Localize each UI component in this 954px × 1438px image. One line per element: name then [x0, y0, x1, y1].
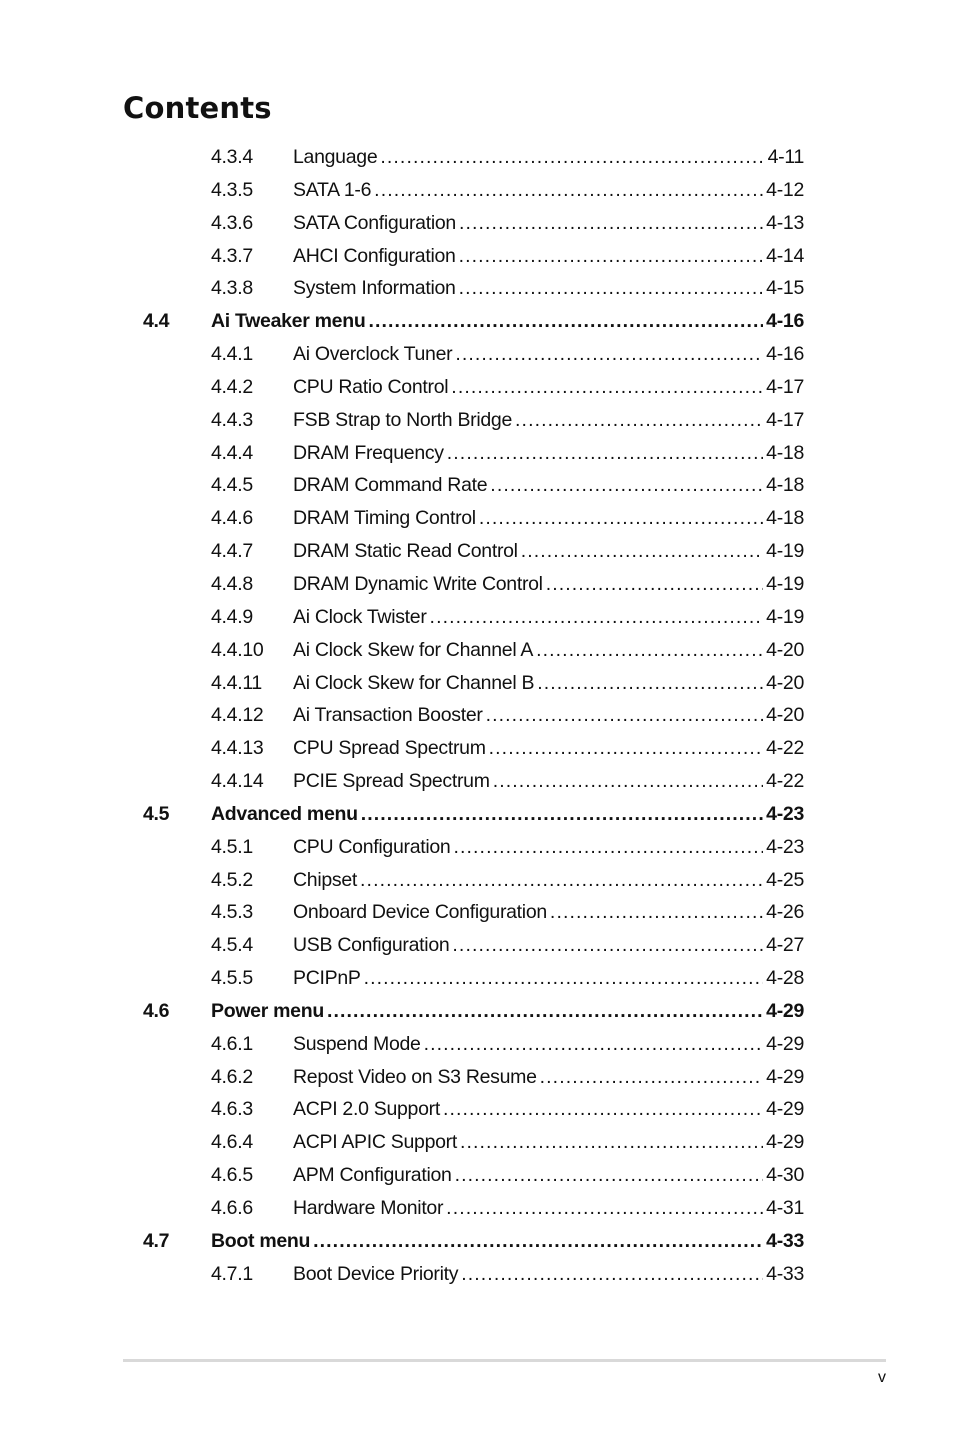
toc-entry[interactable] [143, 1258, 804, 1291]
dot-leader [459, 272, 764, 305]
toc-entry-line [293, 272, 804, 305]
toc-entry[interactable] [143, 667, 804, 700]
toc-entry-line [293, 535, 804, 568]
toc-entry-number: 4.4.14 [211, 770, 264, 793]
toc-entry-line [293, 338, 804, 371]
toc-entry-title: CPU Configuration [293, 835, 451, 858]
toc-entry-title: Ai Tweaker menu [211, 310, 366, 333]
toc-entry-number: 4.5.2 [211, 868, 253, 891]
toc-entry-page: 4-12 [766, 178, 804, 201]
toc-entry-number: 4.4 [143, 310, 170, 333]
toc-entry-line [293, 831, 804, 864]
toc-section-entry[interactable] [143, 995, 804, 1028]
toc-entry-number: 4.4.9 [211, 605, 253, 628]
toc-entry-line [293, 732, 804, 765]
toc-entry-title: Ai Clock Twister [293, 605, 427, 628]
toc-entry-title: SATA 1-6 [293, 178, 372, 201]
toc-entry-title: Chipset [293, 868, 358, 891]
toc-entry[interactable] [143, 437, 804, 470]
toc-entry-line [293, 1061, 804, 1094]
toc-entry-page: 4-22 [766, 737, 804, 760]
toc-entry-title: System Information [293, 277, 456, 300]
page-number: v [878, 1369, 886, 1386]
toc-entry-number: 4.7.1 [211, 1262, 253, 1285]
toc-entry-title: DRAM Timing Control [293, 507, 476, 530]
dot-leader [493, 765, 763, 798]
toc-entry-page: 4-11 [767, 146, 804, 168]
toc-entry[interactable] [143, 469, 804, 502]
toc-entry-line [293, 404, 804, 437]
toc-entry-number: 4.4.2 [211, 375, 253, 398]
toc-entry[interactable] [143, 535, 804, 568]
toc-entry-line [293, 1192, 804, 1225]
toc-entry[interactable] [143, 896, 804, 929]
dot-leader [451, 371, 763, 404]
toc-entry-number: 4.4.5 [211, 474, 253, 497]
toc-entry-number: 4.4.3 [211, 408, 253, 431]
toc-entry-page: 4-31 [766, 1197, 804, 1219]
toc-entry[interactable] [143, 864, 804, 897]
toc-entry[interactable] [143, 568, 804, 601]
toc-entry-page: 4-22 [766, 770, 804, 793]
toc-entry[interactable] [143, 1093, 804, 1126]
toc-entry-number: 4.5.3 [211, 901, 253, 924]
toc-entry-number: 4.6.1 [211, 1032, 253, 1055]
footer-rule [123, 1359, 886, 1362]
toc-entry[interactable] [143, 831, 804, 864]
toc-entry-number: 4.4.12 [211, 704, 264, 727]
toc-entry-title: Advanced menu [211, 802, 358, 825]
toc-entry-line [293, 962, 804, 995]
toc-entry-line [293, 1126, 804, 1159]
toc-entry-page: 4-16 [766, 343, 804, 366]
toc-entry-line [293, 1093, 804, 1126]
dot-leader [479, 502, 763, 535]
toc-entry-page: 4-26 [766, 901, 804, 924]
dot-leader [537, 667, 763, 700]
toc-entry-page: 4-30 [766, 1164, 804, 1187]
toc-entry-number: 4.6.3 [211, 1098, 253, 1121]
toc-entry-page: 4-17 [766, 408, 804, 431]
dot-leader [327, 995, 763, 1028]
toc-entry-number: 4.7 [143, 1229, 170, 1252]
toc-section-entry[interactable] [143, 1225, 804, 1258]
toc-entry-page: 4-33 [766, 1229, 804, 1252]
dot-leader [515, 404, 763, 437]
toc-entry[interactable] [143, 634, 804, 667]
toc-entry-number: 4.5.5 [211, 967, 253, 990]
dot-leader [453, 831, 763, 864]
toc-entry-title: PCIE Spread Spectrum [293, 770, 490, 793]
dot-leader [455, 338, 763, 371]
toc-entry-title: CPU Ratio Control [293, 375, 449, 398]
toc-entry[interactable] [143, 371, 804, 404]
toc-entry-title: CPU Spread Spectrum [293, 737, 486, 760]
toc-entry-line [293, 765, 804, 798]
toc-entry-title: ACPI APIC Support [293, 1131, 457, 1154]
toc-entry-line [211, 995, 804, 1028]
toc-entry-title: USB Configuration [293, 934, 450, 957]
toc-entry-page: 4-19 [766, 605, 804, 628]
dot-leader [486, 699, 764, 732]
toc-entry[interactable] [143, 338, 804, 371]
toc-entry[interactable] [143, 272, 804, 305]
toc-entry[interactable] [143, 1028, 804, 1061]
toc-entry[interactable] [143, 765, 804, 798]
dot-leader [461, 1258, 763, 1291]
toc-entry-number: 4.5 [143, 802, 170, 825]
toc-entry-line [293, 174, 804, 207]
dot-leader [536, 634, 763, 667]
toc-entry-page: 4-33 [766, 1262, 804, 1285]
toc-entry-page: 4-23 [766, 835, 804, 858]
toc-entry-line [293, 699, 804, 732]
toc-entry[interactable] [143, 929, 804, 962]
toc-entry-title: DRAM Command Rate [293, 474, 488, 497]
toc-entry[interactable] [143, 601, 804, 634]
toc-entry-title: Ai Clock Skew for Channel B [293, 671, 535, 694]
toc-entry-page: 4-29 [766, 999, 804, 1022]
toc-entry-line [293, 141, 804, 174]
toc-entry-number: 4.4.13 [211, 737, 264, 760]
toc-entry-page: 4-27 [766, 934, 804, 957]
toc-entry-line [293, 1028, 804, 1061]
toc-entry-line [293, 896, 804, 929]
toc-entry-number: 4.4.4 [211, 441, 253, 464]
toc-entry-page: 4-16 [766, 310, 804, 333]
toc-entry-line [293, 1258, 804, 1291]
dot-leader [540, 1061, 764, 1094]
toc-entry-title: Language [293, 146, 378, 168]
dot-leader [490, 469, 763, 502]
toc-entry-page: 4-19 [766, 572, 804, 595]
toc-entry-title: Suspend Mode [293, 1032, 421, 1055]
toc-entry-number: 4.3.6 [211, 211, 253, 234]
toc-entry-line [293, 667, 804, 700]
dot-leader [360, 864, 763, 897]
toc-entry-number: 4.4.7 [211, 540, 253, 563]
toc-entry-title: FSB Strap to North Bridge [293, 408, 513, 431]
dot-leader [364, 962, 764, 995]
toc-entry-page: 4-29 [766, 1131, 804, 1154]
toc-entry-number: 4.6.6 [211, 1197, 253, 1219]
dot-leader [313, 1225, 763, 1258]
toc-entry-page: 4-29 [766, 1032, 804, 1055]
toc-entry-line [293, 240, 804, 273]
dot-leader [424, 1028, 764, 1061]
toc-entry-number: 4.5.1 [211, 835, 253, 858]
toc-entry-page: 4-29 [766, 1098, 804, 1121]
toc-entry-line [211, 798, 804, 831]
dot-leader [368, 305, 763, 338]
toc-entry-line [293, 1159, 804, 1192]
toc-section-entry[interactable] [143, 798, 804, 831]
table-of-contents [143, 141, 804, 1291]
dot-leader [459, 240, 764, 273]
toc-entry-number: 4.3.8 [211, 277, 253, 300]
toc-entry-number: 4.4.1 [211, 343, 253, 366]
dot-leader [374, 174, 763, 207]
toc-entry-page: 4-20 [766, 704, 804, 727]
toc-entry-page: 4-19 [766, 540, 804, 563]
toc-entry-title: AHCI Configuration [293, 244, 456, 267]
dot-leader [489, 732, 764, 765]
toc-entry-title: Hardware Monitor [293, 1197, 444, 1219]
toc-entry-title: Ai Clock Skew for Channel A [293, 638, 534, 661]
toc-entry-line [293, 502, 804, 535]
toc-entry[interactable] [143, 174, 804, 207]
dot-leader [447, 437, 763, 470]
toc-entry-title: PCIPnP [293, 967, 361, 990]
toc-entry-page: 4-29 [766, 1065, 804, 1088]
toc-entry-title: Onboard Device Configuration [293, 901, 547, 924]
toc-entry-title: Boot menu [211, 1229, 311, 1252]
toc-entry-line [293, 601, 804, 634]
toc-entry[interactable] [143, 240, 804, 273]
toc-entry-line [293, 864, 804, 897]
toc-entry[interactable] [143, 207, 804, 240]
dot-leader [446, 1192, 763, 1225]
toc-entry-number: 4.6 [143, 999, 170, 1022]
toc-entry-page: 4-13 [766, 211, 804, 234]
toc-entry-line [293, 469, 804, 502]
dot-leader [452, 929, 763, 962]
dot-leader [460, 1126, 763, 1159]
toc-entry-title: ACPI 2.0 Support [293, 1098, 440, 1121]
dot-leader [459, 207, 763, 240]
toc-entry[interactable] [143, 502, 804, 535]
toc-entry-page: 4-20 [766, 671, 804, 694]
toc-entry-title: APM Configuration [293, 1164, 452, 1187]
dot-leader [361, 798, 763, 831]
toc-entry[interactable] [143, 141, 804, 174]
dot-leader [521, 535, 763, 568]
toc-entry-title: Power menu [211, 999, 324, 1022]
dot-leader [443, 1093, 763, 1126]
toc-entry[interactable] [143, 732, 804, 765]
toc-entry[interactable] [143, 1159, 804, 1192]
toc-entry[interactable] [143, 1061, 804, 1094]
toc-entry-title: Boot Device Priority [293, 1262, 459, 1285]
toc-entry-page: 4-14 [766, 244, 804, 267]
toc-entry-page: 4-20 [766, 638, 804, 661]
toc-entry-number: 4.6.4 [211, 1131, 253, 1154]
toc-entry-page: 4-18 [766, 474, 804, 497]
page-title: Contents [123, 91, 272, 125]
toc-entry-page: 4-18 [766, 441, 804, 464]
toc-entry-title: DRAM Dynamic Write Control [293, 572, 543, 595]
toc-entry-number: 4.3.4 [211, 146, 253, 168]
toc-entry-number: 4.4.6 [211, 507, 253, 530]
toc-entry-number: 4.4.10 [211, 638, 264, 661]
toc-entry-line [293, 207, 804, 240]
toc-entry-title: DRAM Frequency [293, 441, 444, 464]
toc-entry-title: Repost Video on S3 Resume [293, 1065, 537, 1088]
toc-entry-number: 4.6.2 [211, 1065, 253, 1088]
toc-entry[interactable] [143, 699, 804, 732]
toc-entry-page: 4-18 [766, 507, 804, 530]
toc-entry-number: 4.3.5 [211, 178, 253, 201]
toc-entry-page: 4-23 [766, 802, 804, 825]
toc-entry-title: SATA Configuration [293, 211, 456, 234]
toc-entry-line [293, 568, 804, 601]
toc-entry-line [293, 634, 804, 667]
toc-entry-line [293, 929, 804, 962]
toc-entry-number: 4.4.8 [211, 572, 253, 595]
dot-leader [430, 601, 764, 634]
toc-entry[interactable] [143, 962, 804, 995]
dot-leader [550, 896, 763, 929]
toc-entry-line [293, 371, 804, 404]
toc-entry-number: 4.5.4 [211, 934, 253, 957]
toc-entry-title: Ai Overclock Tuner [293, 343, 453, 366]
toc-entry-line [211, 1225, 804, 1258]
toc-entry[interactable] [143, 1192, 804, 1225]
toc-entry-page: 4-17 [766, 375, 804, 398]
toc-entry-page: 4-25 [766, 868, 804, 891]
toc-entry-page: 4-15 [766, 277, 804, 300]
toc-entry-number: 4.6.5 [211, 1164, 253, 1187]
toc-entry-number: 4.4.11 [211, 671, 262, 694]
dot-leader [455, 1159, 764, 1192]
toc-entry[interactable] [143, 404, 804, 437]
toc-entry-number: 4.3.7 [211, 244, 253, 267]
toc-entry-title: DRAM Static Read Control [293, 540, 518, 563]
toc-section-entry[interactable] [143, 305, 804, 338]
dot-leader [546, 568, 763, 601]
toc-entry-line [293, 437, 804, 470]
toc-entry-page: 4-28 [766, 967, 804, 990]
toc-entry-line [211, 305, 804, 338]
dot-leader [380, 141, 764, 174]
toc-entry-title: Ai Transaction Booster [293, 704, 483, 727]
toc-entry[interactable] [143, 1126, 804, 1159]
